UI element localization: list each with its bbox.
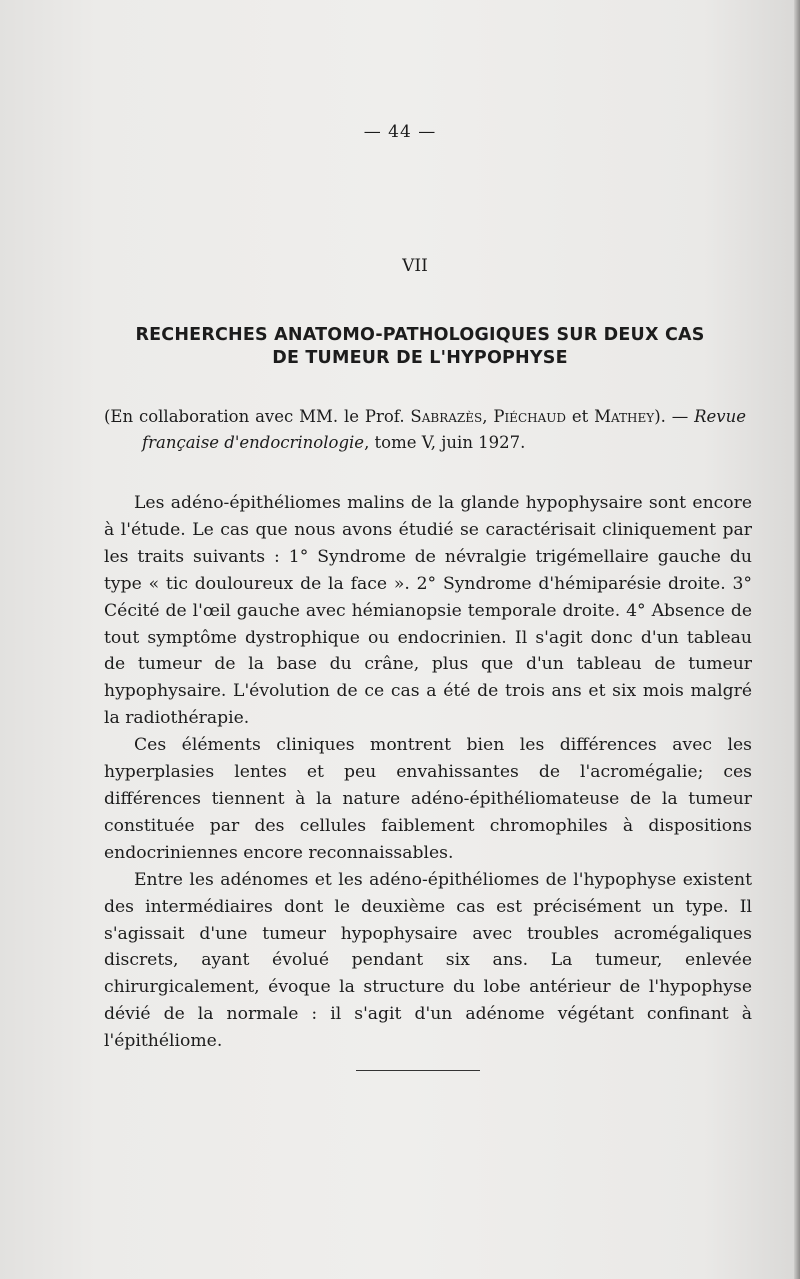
paragraph-3: Entre les adénomes et les adéno-épithéliomes de l'hypophyse existent des intermédiaires dont le deuxième cas est précisément un type. Il s'agissait d'une tumeur hypophysaire avec troubles acromégaliques discrets, ayant évolué pendant six ans. La tumeur, enlevée chirurgicalement, évoque la structure du lobe antérieur de l'hypophyse dévié de la normale : il s'agit d'un adénome végétant confinant à l'épithéliome. [104, 869, 752, 1052]
chapter-number: VII [402, 256, 428, 276]
author-piechaud: Piéchaud [493, 407, 566, 426]
author-sabrazes: Sabrazès [410, 407, 483, 426]
section-end-rule [356, 1070, 480, 1071]
paragraph-2: Ces éléments cliniques montrent bien les différences avec les hyperplasies lentes et peu envahissantes de l'acromégalie; ces différences tiennent à la nature adéno-épithéliomateuse de la tumeur constituée par des cellules faiblement chromophiles à dispositions endocriniennes encore reconnaissables. [104, 735, 752, 863]
article-body [104, 490, 752, 1055]
journal-name-part-2: française d'endocrinologie [142, 433, 365, 452]
article-title-line-2: DE TUMEUR DE L'HYPOPHYSE [272, 348, 568, 368]
page-number: — 44 — [363, 122, 437, 142]
author-mathey: Mathey [594, 407, 655, 426]
citation-prefix: (En collaboration avec MM. le Prof. [104, 407, 405, 426]
article-title-line-1: RECHERCHES ANATOMO-PATHOLOGIQUES SUR DEUX CAS [135, 325, 705, 345]
article-title [100, 324, 740, 370]
citation-line-1 [104, 404, 746, 430]
citation-line-2 [106, 430, 746, 456]
citation-details: , tome V, juin 1927. [364, 433, 526, 452]
citation-and: et [571, 407, 589, 426]
paragraph-1: Les adéno-épithéliomes malins de la glande hypophysaire sont encore à l'étude. Le cas que nous avons étudié se caractérisait cliniquement par les traits suivants : 1° Syndrome de névralgie trigémellaire gauche du type « tic douloureux de la face ». 2° Syndrome d'hémiparésie droite. 3° Cécité de l'œil gauche avec hémianopsie temporale droite. 4° Absence de tout symptôme dystrophique ou endocrinien. Il s'agit donc d'un tableau de tumeur de la base du crâne, plus que d'un tableau de tumeur hypophysaire. L'évolution de ce cas a été de trois ans et six mois malgré la radiothérapie. [104, 493, 752, 729]
citation-separator: , [482, 407, 488, 426]
journal-name-part-1: Revue [694, 407, 746, 426]
page-edge-shadow [794, 0, 800, 1279]
collaboration-citation [106, 404, 746, 456]
citation-close: ). — [654, 407, 689, 426]
